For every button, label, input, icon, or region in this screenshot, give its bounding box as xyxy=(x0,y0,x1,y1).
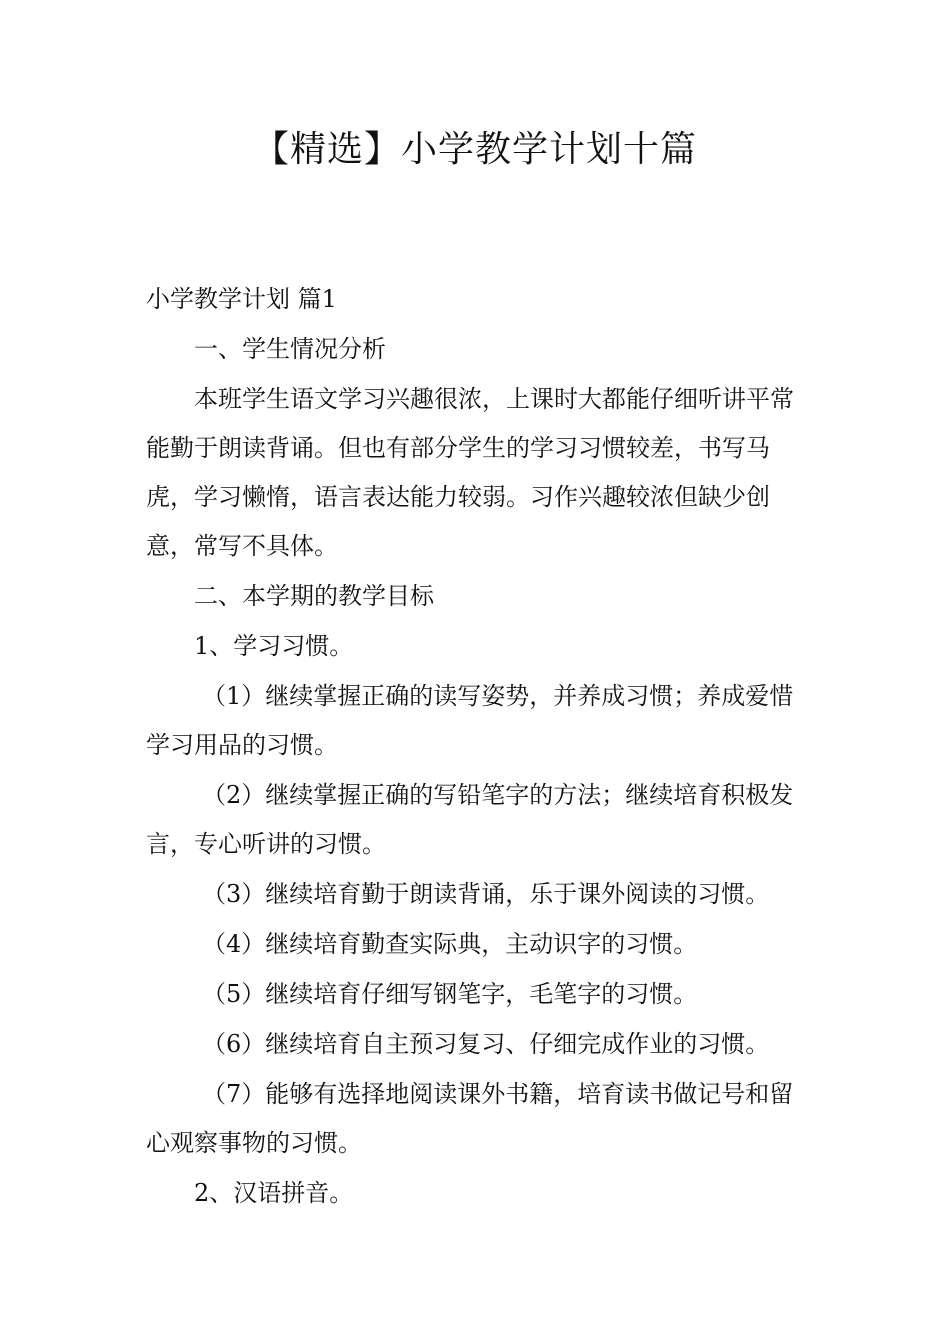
list-item-habit-2: （2）继续掌握正确的写铅笔字的方法；继续培育积极发言，专心听讲的习惯。 xyxy=(146,781,794,858)
heading-study-habits: 1、学习习惯。 xyxy=(194,632,354,660)
list-item-habit-6: （6）继续培育自主预习复习、仔细完成作业的习惯。 xyxy=(202,1030,770,1058)
heading-student-analysis: 一、学生情况分析 xyxy=(194,335,386,363)
list-item-habit-5: （5）继续培育仔细写钢笔字，毛笔字的习惯。 xyxy=(202,980,698,1008)
paragraph-student-analysis: 本班学生语文学习兴趣很浓，上课时大都能仔细听讲平常能勤于朗读背诵。但也有部分学生的学习习惯较差，书写马虎，学习懒惰，语言表达能力较弱。习作兴趣较浓但缺少创意，常写不具体。 xyxy=(146,385,794,560)
heading-pinyin: 2、汉语拼音。 xyxy=(194,1179,354,1207)
heading-teaching-goals: 二、本学期的教学目标 xyxy=(194,582,434,610)
document-title: 【精选】小学教学计划十篇 xyxy=(252,129,697,170)
document-body xyxy=(146,275,808,1219)
section-heading: 小学教学计划 篇1 xyxy=(146,285,337,313)
list-item-habit-3: （3）继续培育勤于朗读背诵，乐于课外阅读的习惯。 xyxy=(202,880,770,908)
list-item-habit-7: （7）能够有选择地阅读课外书籍，培育读书做记号和留心观察事物的习惯。 xyxy=(146,1080,794,1157)
list-item-habit-1: （1）继续掌握正确的读写姿势，并养成习惯；养成爱惜学习用品的习惯。 xyxy=(146,682,794,759)
list-item-habit-4: （4）继续培育勤查实际典，主动识字的习惯。 xyxy=(202,930,698,958)
